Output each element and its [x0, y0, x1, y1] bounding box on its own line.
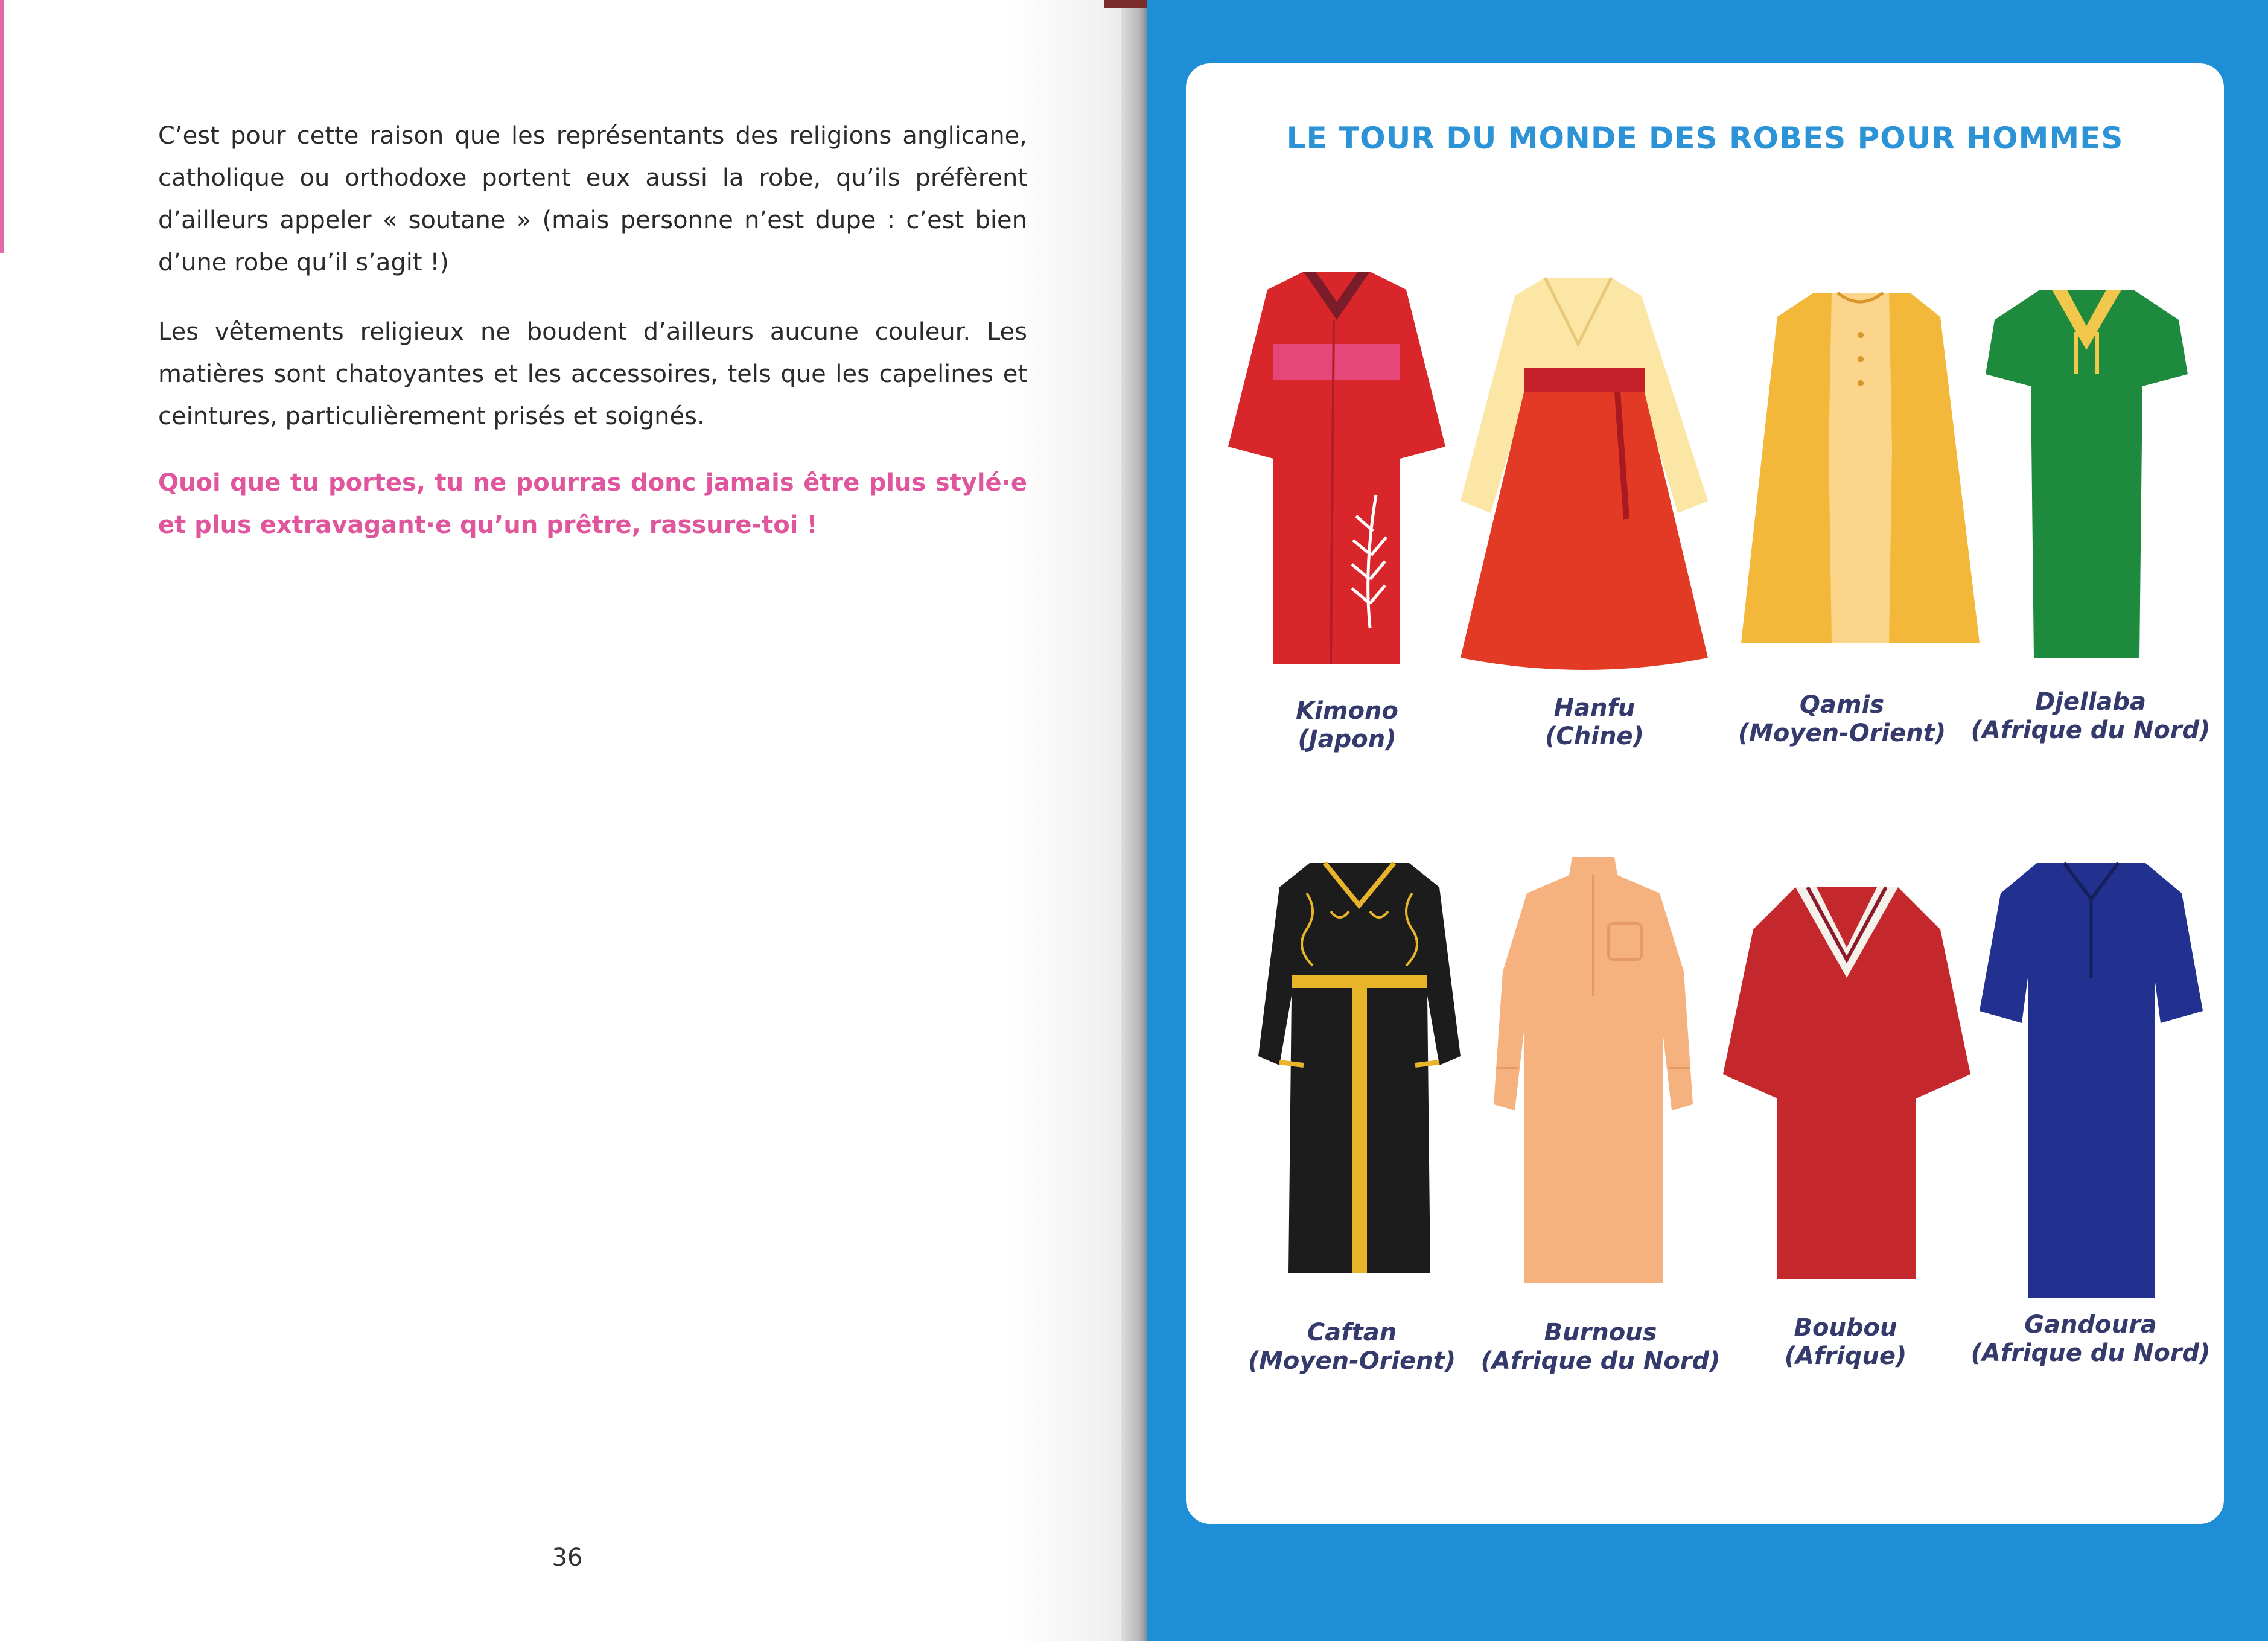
robe-origin: (Japon) [1298, 725, 1397, 753]
robe-label-gandoura [1958, 1311, 2223, 1368]
robe-label-djellaba [1958, 688, 2223, 745]
robe-label-hanfu [1462, 694, 1727, 751]
highlight-paragraph: Quoi que tu portes, tu ne pourras donc jamais être plus stylé·e et plus extravagant·e qu’un prêtre, rassure-toi ! [158, 469, 1027, 539]
robe-origin: (Afrique du Nord) [1970, 1339, 2211, 1367]
robe-origin: (Moyen-Orient) [1247, 1347, 1456, 1375]
paragraph-religious-clothing: Les vêtements religieux ne boudent d’ailleurs aucune couleur. Les matières sont chatoyantes et les accessoires, tels que les capelines et ceintures, particulièrement prisés et soignés. [158, 318, 1027, 430]
robe-name: Gandoura [2024, 1311, 2157, 1339]
robe-name: Qamis [1799, 691, 1885, 719]
book-spine [1121, 0, 1150, 1641]
gandoura-illustration [1980, 857, 2203, 1298]
robe-origin: (Moyen-Orient) [1738, 719, 1946, 747]
robe-name: Kimono [1296, 697, 1398, 725]
paragraph-soutane: C’est pour cette raison que les représentants des religions anglicane, catholique ou orthodoxe portent eux aussi la robe, qu’ils préfèrent d’ailleurs appeler « soutane » (mais personne n’est dupe : c’est bien d’une robe qu’il s’agit !) [158, 122, 1027, 276]
page-number: 36 [552, 1544, 583, 1572]
boubou-illustration [1723, 881, 1970, 1279]
robe-label-boubou [1713, 1314, 1978, 1371]
burnous-illustration [1491, 851, 1696, 1283]
robe-name: Boubou [1794, 1314, 1897, 1342]
robe-label-burnous [1468, 1319, 1733, 1375]
robe-origin: (Afrique du Nord) [1970, 716, 2211, 744]
kimono-illustration [1225, 266, 1448, 664]
robe-label-qamis [1709, 691, 1975, 748]
page-title: LE TOUR DU MONDE DES ROBES POUR HOMMES [1286, 121, 2124, 156]
hanfu-illustration [1454, 272, 1714, 670]
robe-name: Caftan [1307, 1319, 1397, 1346]
qamis-illustration [1741, 281, 1980, 661]
robe-name: Burnous [1544, 1319, 1657, 1346]
robe-origin: (Chine) [1545, 722, 1644, 750]
robe-name: Hanfu [1553, 694, 1636, 722]
djellaba-illustration [1986, 284, 2188, 658]
robe-origin: (Afrique du Nord) [1480, 1347, 1721, 1375]
robe-label-caftan [1219, 1319, 1485, 1375]
robe-label-kimono [1214, 697, 1480, 754]
caftan-illustration [1258, 857, 1461, 1279]
robe-name: Djellaba [2034, 688, 2147, 716]
pink-page-edge [0, 0, 4, 253]
robe-origin: (Afrique) [1784, 1342, 1907, 1370]
